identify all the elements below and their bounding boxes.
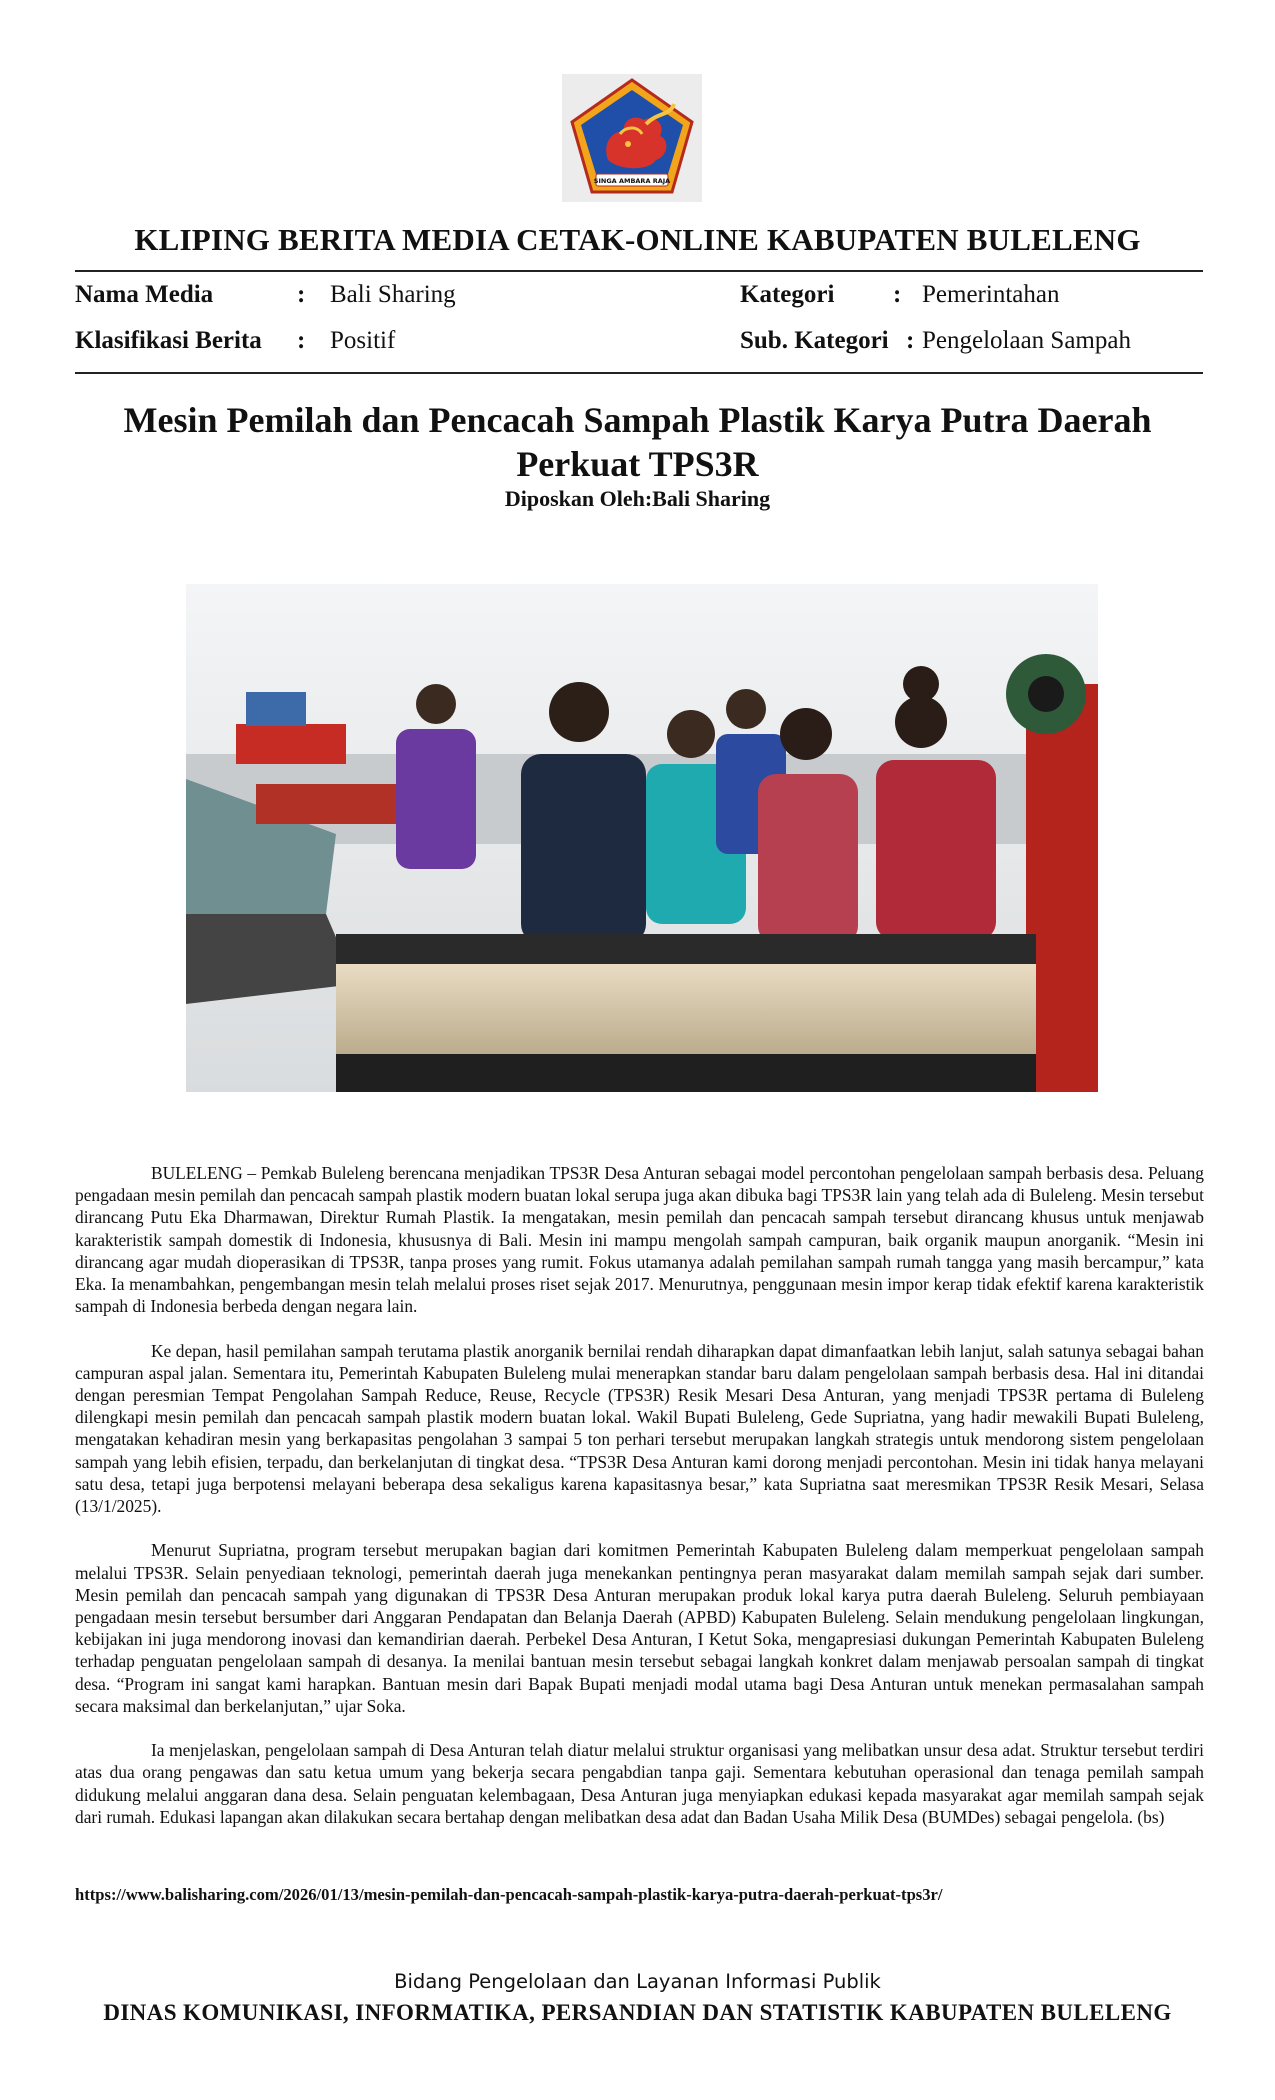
media-separator: : <box>297 281 306 308</box>
news-photo <box>186 584 1098 1092</box>
media-label: Nama Media <box>75 281 214 308</box>
media-value: Bali Sharing <box>330 281 456 308</box>
article-paragraph: Ia menjelaskan, pengelolaan sampah di Desa Anturan telah diatur melalui struktur organisasi yang melibatkan unsur desa adat. Struktur tersebut terdiri atas dua orang pengawas dan satu ketua umum yang bekerja secara pengabdian tanpa gaji. Sementara kebutuhan operasional dan tenaga pemilah sampah didukung melalui anggaran dana desa. Selain penguatan kelembagaan, Desa Anturan juga menyiapkan edukasi kepada masyarakat agar memilah sampah sejak dari rumah. Edukasi lapangan akan dilakukan secara bertahap dengan melibatkan desa adat dan Badan Usaha Milik Desa (BUMDes) sebagai pengelola. (bs) <box>75 1740 1204 1827</box>
kategori-label: Kategori <box>740 281 835 308</box>
document-header-title: KLIPING BERITA MEDIA CETAK-ONLINE KABUPATEN BULELENG <box>134 222 1141 257</box>
emblem-motto: SINGA AMBARA RAJA <box>593 177 671 185</box>
bottom-divider <box>75 372 1203 374</box>
klasifikasi-value: Positif <box>330 327 396 354</box>
klasifikasi-separator: : <box>297 327 306 354</box>
sub-kategori-separator: : <box>906 327 915 354</box>
article-paragraph: BULELENG – Pemkab Buleleng berencana menjadikan TPS3R Desa Anturan sebagai model percontohan pengelolaan sampah berbasis desa. Peluang pengadaan mesin pemilah dan pencacah sampah plastik modern buatan lokal serupa juga akan dibuka bagi TPS3R lain yang telah ada di Buleleng. Mesin tersebut dirancang Putu Eka Dharmawan, Direktur Rumah Plastik. Ia mengatakan, mesin pemilah dan pencacah sampah tersebut dirancang khusus untuk menjawab karakteristik sampah domestik di Indonesia, khususnya di Bali. Mesin ini mampu mengolah sampah campuran, baik organik maupun anorganik. “Mesin ini dirancang agar mudah dioperasikan di TPS3R, tanpa proses yang rumit. Fokus utamanya adalah pemilahan sampah rumah tangga yang masih bercampur,” kata Eka. Ia menambahkan, pengembangan mesin telah melalui proses riset sejak 2017. Menurutnya, penggunaan mesin impor kerap tidak efektif karena karakteristik sampah di Indonesia berbeda dengan negara lain. <box>75 1163 1204 1317</box>
kategori-value: Pemerintahan <box>922 281 1060 308</box>
article-title: Mesin Pemilah dan Pencacah Sampah Plastik Karya Putra Daerah Perkuat TPS3R <box>123 400 1152 484</box>
article-body <box>75 1162 1204 1850</box>
sub-kategori-value: Pengelolaan Sampah <box>922 327 1131 354</box>
top-divider <box>75 270 1203 272</box>
klasifikasi-label: Klasifikasi Berita <box>75 327 262 354</box>
kategori-separator: : <box>893 281 902 308</box>
article-byline: Diposkan Oleh:Bali Sharing <box>504 486 771 511</box>
footer-unit-name: Bidang Pengelolaan dan Layanan Informasi Publik <box>394 1970 881 1993</box>
buleleng-regency-emblem-icon <box>562 74 702 202</box>
source-link[interactable]: https://www.balisharing.com/2026/01/13/mesin-pemilah-dan-pencacah-sampah-plastik-karya-putra-daerah-perkuat-tps3r/ <box>75 1885 943 1904</box>
article-paragraph: Ke depan, hasil pemilahan sampah terutama plastik anorganik bernilai rendah diharapkan dapat dimanfaatkan lebih lanjut, salah satunya sebagai bahan campuran aspal jalan. Sementara itu, Pemerintah Kabupaten Buleleng mulai menerapkan standar baru dalam pengelolaan sampah berbasis desa. Hal ini ditandai dengan peresmian Tempat Pengolahan Sampah Reduce, Reuse, Recycle (TPS3R) Resik Mesari Desa Anturan, yang menjadi TPS3R pertama di Buleleng dilengkapi mesin pemilah dan pencacah sampah plastik modern buatan lokal. Wakil Bupati Buleleng, Gede Supriatna, yang hadir mewakili Bupati Buleleng, mengatakan kehadiran mesin yang berkapasitas pengolahan 3 sampai 5 ton perhari tersebut merupakan langkah strategis untuk mendorong sistem pengelolaan sampah yang lebih efisien, terpadu, dan berkelanjutan di tingkat desa. “TPS3R Desa Anturan kami dorong menjadi percontohan. Mesin ini tidak hanya melayani satu desa, tetapi juga berpotensi melayani beberapa desa sekaligus karena kapasitasnya besar,” kata Supriatna saat meresmikan TPS3R Resik Mesari, Selasa (13/1/2025). <box>75 1340 1204 1517</box>
article-paragraph: Menurut Supriatna, program tersebut merupakan bagian dari komitmen Pemerintah Kabupaten Buleleng dalam memperkuat pengelolaan sampah melalui TPS3R. Selain penyediaan teknologi, pemerintah daerah juga menekankan pentingnya peran masyarakat dalam memilah sampah sejak dari sumber. Mesin pemilah dan pencacah sampah yang digunakan di TPS3R Desa Anturan merupakan produk lokal karya putra daerah Buleleng. Seluruh pembiayaan pengadaan mesin tersebut bersumber dari Anggaran Pendapatan dan Belanja Daerah (APBD) Kabupaten Buleleng. Selain mendukung pengelolaan lingkungan, kebijakan ini juga mendorong inovasi dan kemandirian daerah. Perbekel Desa Anturan, I Ketut Soka, mengapresiasi dukungan Pemerintah Kabupaten Buleleng terhadap penguatan pengelolaan sampah di desanya. Ia menilai bantuan mesin tersebut sebagai langkah konkret dalam menjawab persoalan sampah di tingkat desa. “Program ini sangat kami harapkan. Bantuan mesin dari Bapak Bupati menjadi modal utama bagi Desa Anturan untuk menekan permasalahan sampah secara maksimal dan berkelanjutan,” ujar Soka. <box>75 1540 1204 1716</box>
footer-department-name: DINAS KOMUNIKASI, INFORMATIKA, PERSANDIAN DAN STATISTIK KABUPATEN BULELENG <box>103 2000 1172 2025</box>
sub-kategori-label: Sub. Kategori <box>740 327 889 354</box>
